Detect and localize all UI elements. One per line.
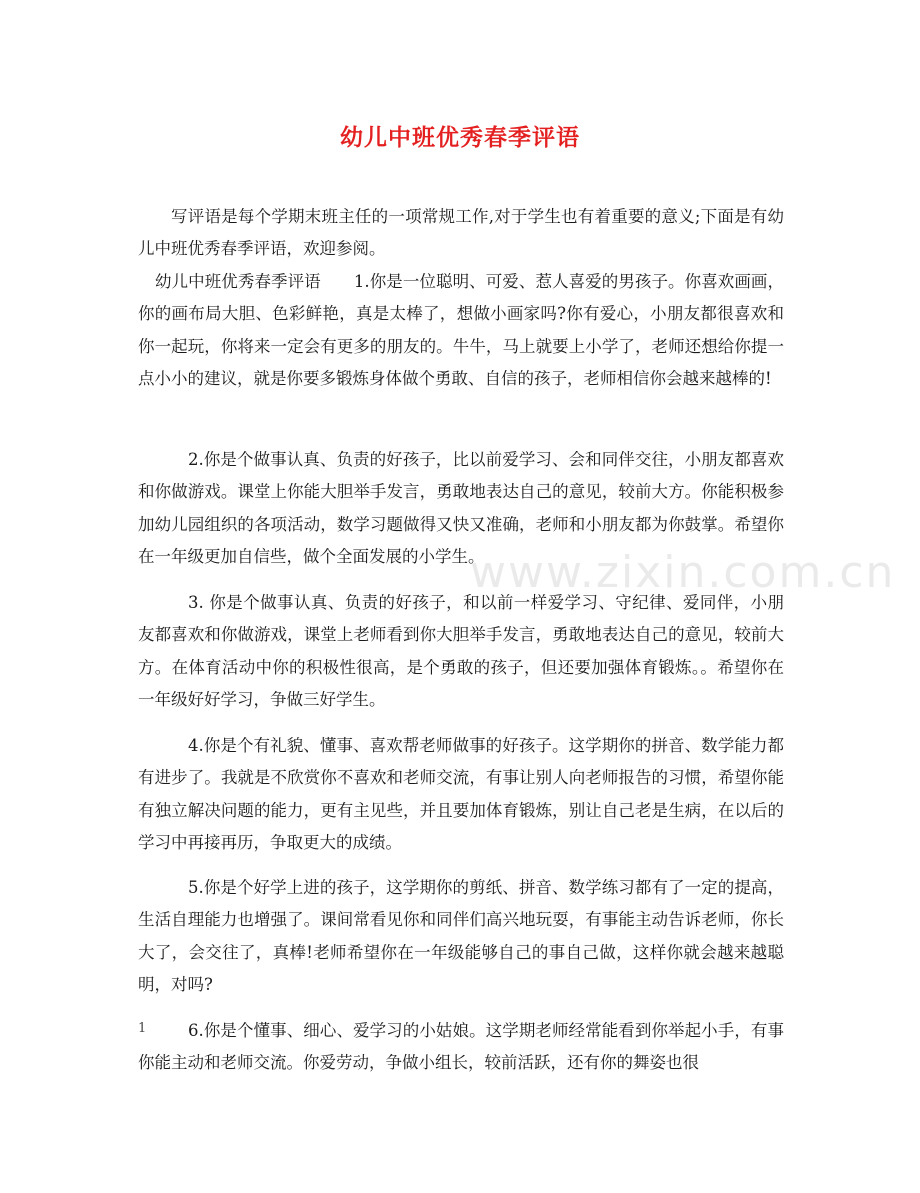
page-number: 1 — [138, 1021, 147, 1036]
comment-paragraph-4: 4.你是个有礼貌、懂事、喜欢帮老师做事的好孩子。这学期你的拼音、数学能力都有进步了。我就是不欣赏你不喜欢和老师交流，有事让别人向老师报告的习惯，希望你能有独立解决问题的能力，更有主见些，并且要加体育锻炼，别让自己老是生病，在以后的学习中再接再历，争取更大的成绩。 — [138, 736, 784, 853]
intro-paragraph: 写评语是每个学期末班主任的一项常规工作,对于学生也有着重要的意义;下面是有幼儿中班优秀春季评语，欢迎参阅。 — [138, 207, 784, 259]
comment-paragraph-3: 3. 你是个做事认真、负责的好孩子，和以前一样爱学习、守纪律、爱同伴，小朋友都喜欢和你做游戏，课堂上老师看到你大胆举手发言，勇敢地表达自己的意见，较前大方。在体育活动中你的积极性很高，是个勇敢的孩子，但还要加强体育锻炼。。希望你在一年级好好学习，争做三好学生。 — [138, 593, 784, 710]
watermark-text: www.zixin.com.cn — [470, 547, 896, 598]
document-title: 幼儿中班优秀春季评语 — [340, 124, 580, 151]
comment-paragraph-5: 5.你是个好学上进的孩子，这学期你的剪纸、拼音、数学练习都有了一定的提高，生活自理能力也增强了。课间常看见你和同伴们高兴地玩耍，有事能主动告诉老师，你长大了，会交往了，真棒!老师希望你在一年级能够自己的事自己做，这样你就会越来越聪明，对吗? — [138, 878, 784, 995]
comment-paragraph-1: 幼儿中班优秀春季评语 1.你是一位聪明、可爱、惹人喜爱的男孩子。你喜欢画画，你的画布局大胆、色彩鲜艳，真是太棒了，想做小画家吗?你有爱心，小朋友都很喜欢和你一起玩，你将来一定会有更多的朋友的。牛牛，马上就要上小学了，老师还想给你提一点小小的建议，就是你要多锻炼身体做个勇敢、自信的孩子，老师相信你会越来越棒的! — [138, 272, 784, 389]
comment-paragraph-6: 6.你是个懂事、细心、爱学习的小姑娘。这学期老师经常能看到你举起小手，有事你能主动和老师交流。你爱劳动，争做小组长，较前活跃，还有你的舞姿也很 — [138, 1021, 784, 1073]
comment-paragraph-2: 2.你是个做事认真、负责的好孩子，比以前爱学习、会和同伴交往，小朋友都喜欢和你做游戏。课堂上你能大胆举手发言，勇敢地表达自己的意见，较前大方。你能积极参加幼儿园组织的各项活动，数学习题做得又快又准确，老师和小朋友都为你鼓掌。希望你在一年级更加自信些，做个全面发展的小学生。 — [138, 450, 784, 567]
